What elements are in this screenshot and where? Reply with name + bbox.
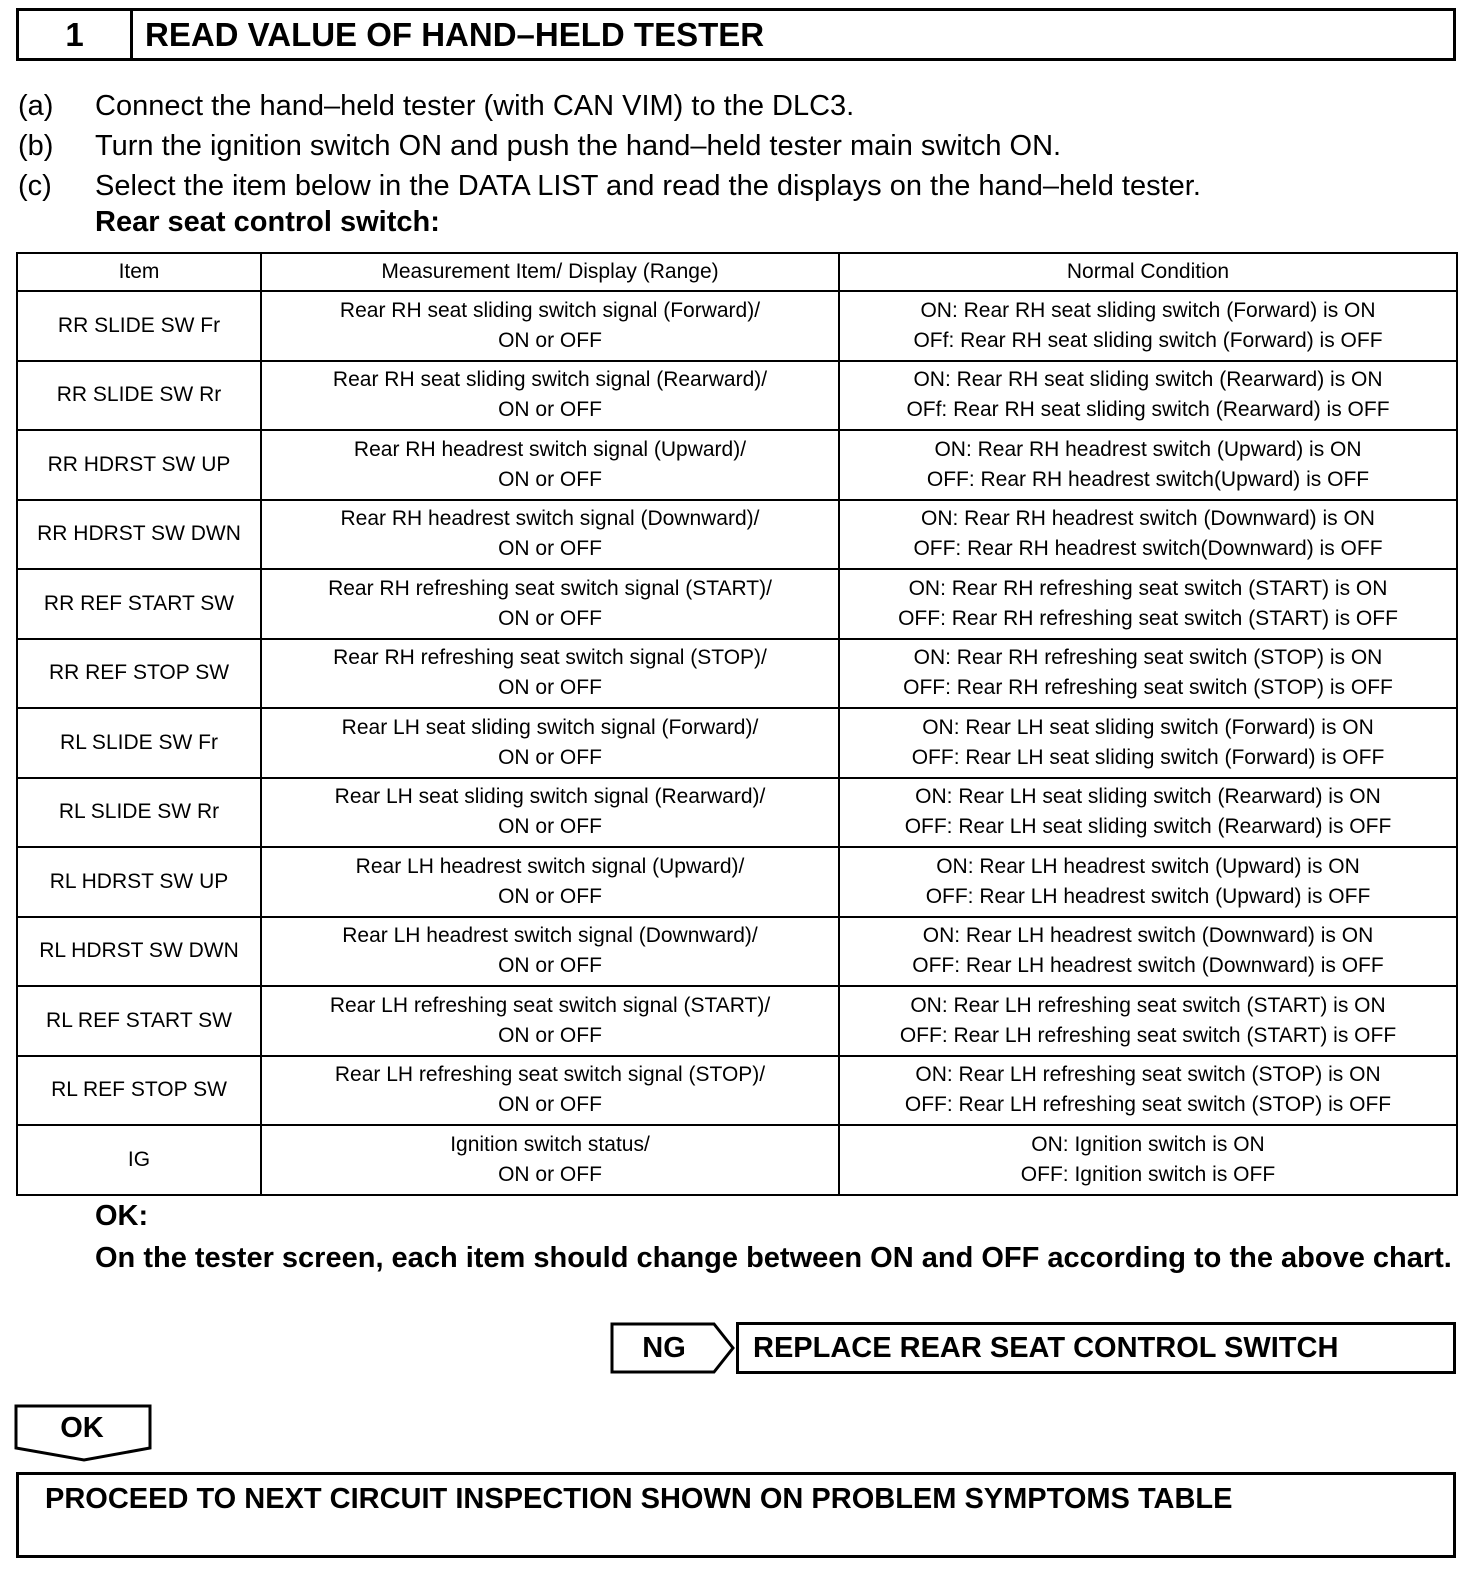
- measurement-line: Rear LH refreshing seat switch signal (STOP)/: [334, 1063, 766, 1087]
- cell-measurement: [261, 291, 839, 361]
- table-row: [17, 569, 1457, 639]
- cell-item: RR HDRST SW UP: [17, 430, 261, 500]
- condition-line: OFF: Rear LH headrest switch (Downward) is OFF: [912, 954, 1384, 978]
- instruction-text: Connect the hand–held tester (with CAN VIM) to the DLC3.: [95, 89, 855, 122]
- table-row: [17, 361, 1457, 431]
- instruction-item: [18, 166, 1458, 206]
- cell-item: RL HDRST SW UP: [17, 847, 261, 917]
- cell-condition: [839, 639, 1457, 709]
- cell-item: RR SLIDE SW Fr: [17, 291, 261, 361]
- condition-line: ON: Rear LH headrest switch (Upward) is ON: [936, 854, 1360, 878]
- instruction-letter: (a): [18, 89, 54, 122]
- cell-condition: [839, 847, 1457, 917]
- cell-measurement: [261, 569, 839, 639]
- condition-line: OFF: Rear RH refreshing seat switch (STOP) is OFF: [903, 676, 1393, 700]
- ok-criteria-text: On the tester screen, each item should change between ON and OFF according to the above chart.: [95, 1242, 1452, 1274]
- cell-item: RL SLIDE SW Fr: [17, 708, 261, 778]
- measurement-line: Rear RH headrest switch signal (Downward)/: [340, 507, 760, 531]
- condition-line: OFF: Rear RH headrest switch(Downward) is OFF: [913, 537, 1383, 561]
- cell-item: RR HDRST SW DWN: [17, 500, 261, 570]
- table-header-row: [17, 253, 1457, 291]
- cell-measurement: [261, 708, 839, 778]
- condition-line: ON: Rear LH headrest switch (Downward) is ON: [922, 924, 1374, 948]
- condition-line: ON: Rear RH refreshing seat switch (STOP) is ON: [913, 646, 1383, 670]
- measurement-line: ON or OFF: [498, 1162, 602, 1186]
- measurement-line: ON or OFF: [498, 1023, 602, 1047]
- table-row: [17, 500, 1457, 570]
- table-row: [17, 1056, 1457, 1126]
- measurement-line: Ignition switch status/: [450, 1132, 650, 1156]
- instruction-item: [18, 86, 1458, 126]
- ok-criteria-title: OK:: [95, 1200, 149, 1232]
- measurement-line: Rear RH headrest switch signal (Upward)/: [353, 437, 747, 461]
- cell-condition: [839, 1056, 1457, 1126]
- condition-line: ON: Rear RH headrest switch (Downward) is ON: [921, 507, 1375, 531]
- condition-line: OFF: Rear LH seat sliding switch (Forward) is OFF: [911, 745, 1385, 769]
- ok-action-box: PROCEED TO NEXT CIRCUIT INSPECTION SHOWN ON PROBLEM SYMPTOMS TABLE: [16, 1472, 1456, 1558]
- cell-condition: [839, 986, 1457, 1056]
- condition-line: OFF: Rear LH seat sliding switch (Rearward) is OFF: [904, 815, 1392, 839]
- condition-line: OFf: Rear RH seat sliding switch (Rearward) is OFF: [906, 398, 1390, 422]
- cell-condition: [839, 430, 1457, 500]
- measurement-line: ON or OFF: [498, 606, 602, 630]
- cell-item: RL REF START SW: [17, 986, 261, 1056]
- cell-measurement: [261, 986, 839, 1056]
- cell-measurement: [261, 361, 839, 431]
- measurement-line: ON or OFF: [498, 815, 602, 839]
- condition-line: ON: Rear RH headrest switch (Upward) is ON: [934, 437, 1362, 461]
- condition-line: OFF: Rear LH headrest switch (Upward) is OFF: [925, 884, 1371, 908]
- instruction-letter: (c): [18, 169, 52, 202]
- condition-line: ON: Ignition switch is ON: [1031, 1132, 1265, 1156]
- condition-line: OFF: Rear RH refreshing seat switch (START) is OFF: [898, 606, 1398, 630]
- cell-measurement: [261, 917, 839, 987]
- condition-line: ON: Rear RH seat sliding switch (Rearward) is ON: [913, 368, 1383, 392]
- table-row: [17, 291, 1457, 361]
- cell-condition: [839, 291, 1457, 361]
- step-title: READ VALUE OF HAND–HELD TESTER: [145, 15, 765, 53]
- measurement-line: Rear LH headrest switch signal (Upward)/: [355, 854, 745, 878]
- cell-measurement: [261, 639, 839, 709]
- condition-line: OFF: Rear LH refreshing seat switch (START) is OFF: [899, 1023, 1397, 1047]
- cell-condition: [839, 361, 1457, 431]
- ok-label: OK: [60, 1411, 104, 1444]
- cell-measurement: [261, 1125, 839, 1195]
- cell-item: RR REF STOP SW: [17, 639, 261, 709]
- column-header-item: Item: [17, 253, 261, 291]
- condition-line: OFF: Rear RH headrest switch(Upward) is OFF: [926, 467, 1370, 491]
- cell-measurement: [261, 847, 839, 917]
- condition-line: ON: Rear LH refreshing seat switch (START) is ON: [910, 993, 1386, 1017]
- measurement-line: ON or OFF: [498, 398, 602, 422]
- condition-line: ON: Rear RH seat sliding switch (Forward) is ON: [920, 298, 1376, 322]
- instruction-list: [18, 86, 1458, 206]
- data-list-table: [16, 252, 1458, 1196]
- step-number: 1: [19, 11, 133, 58]
- cell-measurement: [261, 430, 839, 500]
- column-header-measurement: Measurement Item/ Display (Range): [261, 253, 839, 291]
- ng-action-box: REPLACE REAR SEAT CONTROL SWITCH: [736, 1322, 1456, 1374]
- cell-measurement: [261, 500, 839, 570]
- measurement-line: ON or OFF: [498, 467, 602, 491]
- table-row: [17, 847, 1457, 917]
- measurement-line: Rear RH refreshing seat switch signal (START)/: [328, 576, 772, 600]
- measurement-line: ON or OFF: [498, 328, 602, 352]
- cell-measurement: [261, 778, 839, 848]
- measurement-line: Rear RH seat sliding switch signal (Rearward)/: [332, 368, 768, 392]
- cell-condition: [839, 500, 1457, 570]
- ng-label: NG: [642, 1331, 686, 1364]
- measurement-line: Rear LH refreshing seat switch signal (START)/: [329, 993, 771, 1017]
- measurement-line: ON or OFF: [498, 676, 602, 700]
- measurement-line: Rear RH refreshing seat switch signal (STOP)/: [333, 646, 767, 670]
- condition-line: OFF: Rear LH refreshing seat switch (STOP) is OFF: [904, 1093, 1392, 1117]
- table-row: [17, 708, 1457, 778]
- cell-condition: [839, 569, 1457, 639]
- cell-condition: [839, 778, 1457, 848]
- cell-condition: [839, 708, 1457, 778]
- instruction-text: Turn the ignition switch ON and push the hand–held tester main switch ON.: [95, 129, 1062, 162]
- condition-line: OFf: Rear RH seat sliding switch (Forward) is OFF: [913, 328, 1383, 352]
- measurement-line: ON or OFF: [498, 1093, 602, 1117]
- table-row: [17, 639, 1457, 709]
- cell-item: RL HDRST SW DWN: [17, 917, 261, 987]
- cell-item: RR SLIDE SW Rr: [17, 361, 261, 431]
- cell-item: RL SLIDE SW Rr: [17, 778, 261, 848]
- table-row: [17, 1125, 1457, 1195]
- condition-line: ON: Rear LH seat sliding switch (Rearward) is ON: [915, 785, 1381, 809]
- table-row: [17, 430, 1457, 500]
- column-header-condition: Normal Condition: [839, 253, 1457, 291]
- cell-item: RR REF START SW: [17, 569, 261, 639]
- table-row: [17, 986, 1457, 1056]
- condition-line: ON: Rear RH refreshing seat switch (START) is ON: [908, 576, 1388, 600]
- cell-condition: [839, 917, 1457, 987]
- cell-item: RL REF STOP SW: [17, 1056, 261, 1126]
- table-row: [17, 917, 1457, 987]
- measurement-line: ON or OFF: [498, 954, 602, 978]
- instruction-text: Select the item below in the DATA LIST and read the displays on the hand–held tester.: [95, 169, 1201, 202]
- measurement-line: ON or OFF: [498, 745, 602, 769]
- cell-measurement: [261, 1056, 839, 1126]
- measurement-line: Rear LH headrest switch signal (Downward)/: [342, 924, 758, 948]
- measurement-line: Rear LH seat sliding switch signal (Forward)/: [341, 715, 759, 739]
- measurement-line: ON or OFF: [498, 537, 602, 561]
- instruction-item: [18, 126, 1458, 166]
- condition-line: OFF: Ignition switch is OFF: [1020, 1162, 1276, 1186]
- instruction-letter: (b): [18, 129, 54, 162]
- step-header: [16, 8, 1456, 61]
- measurement-line: Rear RH seat sliding switch signal (Forward)/: [339, 298, 761, 322]
- table-subtitle: Rear seat control switch:: [95, 206, 440, 238]
- cell-condition: [839, 1125, 1457, 1195]
- cell-item: IG: [17, 1125, 261, 1195]
- condition-line: ON: Rear LH refreshing seat switch (STOP) is ON: [915, 1063, 1381, 1087]
- condition-line: ON: Rear LH seat sliding switch (Forward) is ON: [922, 715, 1374, 739]
- table-row: [17, 778, 1457, 848]
- measurement-line: Rear LH seat sliding switch signal (Rearward)/: [334, 785, 766, 809]
- measurement-line: ON or OFF: [498, 884, 602, 908]
